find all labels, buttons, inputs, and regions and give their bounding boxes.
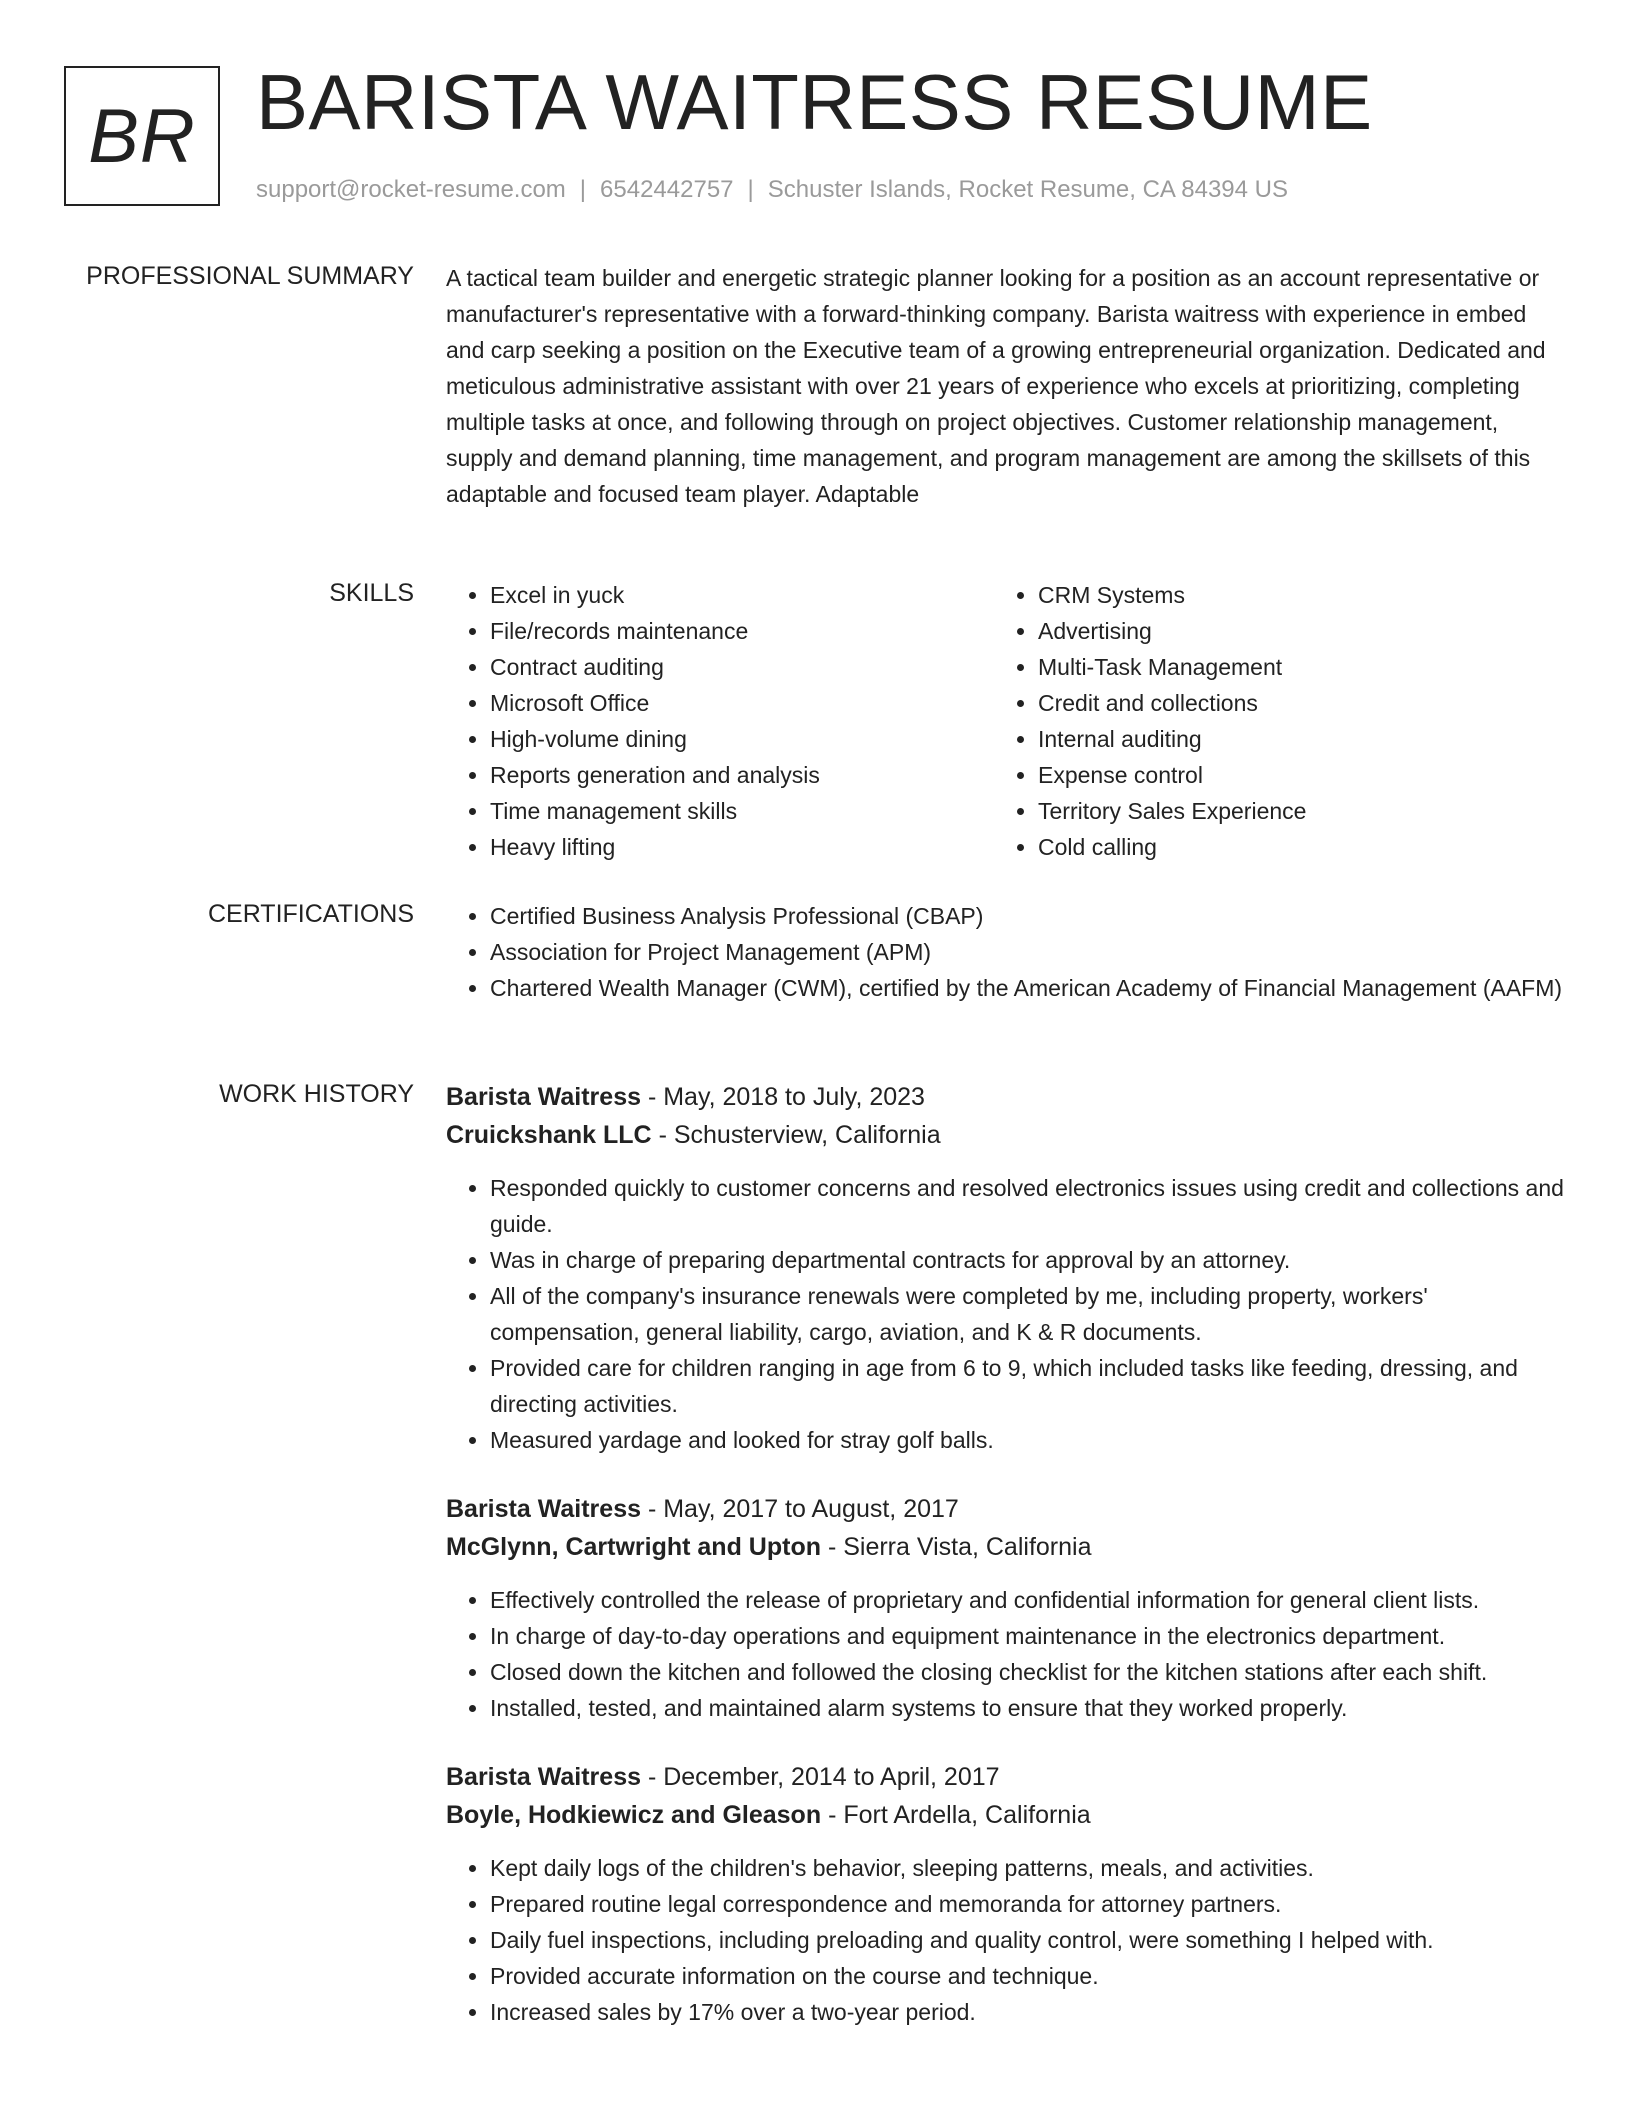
- job-bullet: • Effectively controlled the release of proprietary and confidential information for general client lists.: [490, 1582, 1568, 1618]
- job-bullet: • In charge of day-to-day operations and equipment maintenance in the electronics department.: [490, 1618, 1568, 1654]
- skills-list-right: [994, 577, 1542, 865]
- job-bullet: • Closed down the kitchen and followed the closing checklist for the kitchen stations after each shift.: [490, 1654, 1568, 1690]
- job-bullets: [446, 1582, 1568, 1726]
- job-entry: [446, 1078, 1568, 1458]
- job-bullet: • All of the company's insurance renewals were completed by me, including property, workers' compensation, general liability, cargo, aviation, and K & R documents.: [490, 1278, 1568, 1350]
- contact-address: Schuster Islands, Rocket Resume, CA 84394 US: [767, 176, 1289, 203]
- job-title-line: [446, 1758, 1568, 1796]
- job-bullet: • Kept daily logs of the children's behavior, sleeping patterns, meals, and activities.: [490, 1850, 1568, 1886]
- skill-item: • Reports generation and analysis: [490, 757, 994, 793]
- job-title: Barista Waitress: [446, 1083, 641, 1111]
- job-entry: [446, 1490, 1568, 1726]
- skill-item: • File/records maintenance: [490, 613, 994, 649]
- job-title: Barista Waitress: [446, 1495, 641, 1523]
- job-bullet: • Was in charge of preparing departmental contracts for approval by an attorney.: [490, 1242, 1568, 1278]
- job-location: - Schusterview, California: [658, 1121, 941, 1149]
- contact-line: [256, 175, 1288, 205]
- skill-item: • Time management skills: [490, 793, 994, 829]
- job-location: - Fort Ardella, California: [828, 1801, 1091, 1829]
- resume-title: BARISTA WAITRESS RESUME: [256, 58, 1373, 146]
- job-company: McGlynn, Cartwright and Upton: [446, 1533, 821, 1561]
- summary-body: [446, 260, 1568, 512]
- contact-separator: |: [579, 176, 587, 203]
- skill-item: • Internal auditing: [1038, 721, 1542, 757]
- job-bullet: • Daily fuel inspections, including preloading and quality control, were something I helped with.: [490, 1922, 1568, 1958]
- job-title-line: [446, 1490, 1568, 1528]
- skill-item: • Multi-Task Management: [1038, 649, 1542, 685]
- skill-item: • Heavy lifting: [490, 829, 994, 865]
- job-dates: - December, 2014 to April, 2017: [647, 1763, 1000, 1791]
- monogram-logo: BR: [64, 66, 220, 206]
- certifications-list: [446, 898, 1568, 1006]
- certification-item: • Association for Project Management (APM): [490, 934, 1568, 970]
- job-company-line: [446, 1116, 1568, 1154]
- job-location: - Sierra Vista, California: [827, 1533, 1092, 1561]
- summary-heading: PROFESSIONAL SUMMARY: [86, 262, 414, 290]
- job-bullet: • Measured yardage and looked for stray golf balls.: [490, 1422, 1568, 1458]
- job-dates: - May, 2018 to July, 2023: [647, 1083, 925, 1111]
- skill-item: • Cold calling: [1038, 829, 1542, 865]
- skill-item: • Contract auditing: [490, 649, 994, 685]
- job-bullet: • Prepared routine legal correspondence and memoranda for attorney partners.: [490, 1886, 1568, 1922]
- skill-item: • Excel in yuck: [490, 577, 994, 613]
- skill-item: • CRM Systems: [1038, 577, 1542, 613]
- job-company: Cruickshank LLC: [446, 1121, 652, 1149]
- certification-item: • Chartered Wealth Manager (CWM), certified by the American Academy of Financial Management (AAFM): [490, 970, 1568, 1006]
- summary-text: A tactical team builder and energetic strategic planner looking for a position as an account representative or manufacturer's representative with a forward-thinking company. Barista waitress with experience in embed and carp seeking a position on the Executive team of a growing entrepreneurial organization. Dedicated and meticulous administrative assistant with over 21 years of experience who excels at prioritizing, completing multiple tasks at once, and following through on project objectives. Customer relationship management, supply and demand planning, time management, and program management are among the skillsets of this adaptable and focused team player. Adaptable: [446, 265, 1546, 507]
- certification-item: • Certified Business Analysis Professional (CBAP): [490, 898, 1568, 934]
- job-dates: - May, 2017 to August, 2017: [647, 1495, 959, 1523]
- job-bullets: [446, 1170, 1568, 1458]
- job-bullet: • Installed, tested, and maintained alarm systems to ensure that they worked properly.: [490, 1690, 1568, 1726]
- contact-separator: |: [747, 176, 754, 203]
- job-company: Boyle, Hodkiewicz and Gleason: [446, 1801, 822, 1829]
- skills-body: [446, 577, 1568, 865]
- job-bullet: • Provided accurate information on the course and technique.: [490, 1958, 1568, 1994]
- contact-phone[interactable]: 6542442757: [600, 176, 734, 203]
- job-title: Barista Waitress: [446, 1763, 641, 1791]
- job-bullet: • Increased sales by 17% over a two-year period.: [490, 1994, 1568, 2030]
- job-entry: [446, 1758, 1568, 2030]
- certifications-body: [446, 898, 1568, 1006]
- job-bullet: • Responded quickly to customer concerns and resolved electronics issues using credit and collections and guide.: [490, 1170, 1568, 1242]
- contact-email[interactable]: support@rocket-resume.com: [256, 176, 566, 203]
- job-company-line: [446, 1528, 1568, 1566]
- work-history-body: [446, 1078, 1568, 2062]
- skill-item: • Advertising: [1038, 613, 1542, 649]
- skill-item: • Expense control: [1038, 757, 1542, 793]
- job-bullets: [446, 1850, 1568, 2030]
- skill-item: • Territory Sales Experience: [1038, 793, 1542, 829]
- job-title-line: [446, 1078, 1568, 1116]
- skills-heading: SKILLS: [329, 579, 414, 607]
- job-company-line: [446, 1796, 1568, 1834]
- skill-item: • Credit and collections: [1038, 685, 1542, 721]
- work-history-heading: WORK HISTORY: [219, 1080, 414, 1108]
- job-bullet: • Provided care for children ranging in age from 6 to 9, which included tasks like feeding, dressing, and directing activities.: [490, 1350, 1568, 1422]
- skills-list-left: [446, 577, 994, 865]
- skill-item: • High-volume dining: [490, 721, 994, 757]
- certifications-heading: CERTIFICATIONS: [207, 900, 414, 928]
- skill-item: • Microsoft Office: [490, 685, 994, 721]
